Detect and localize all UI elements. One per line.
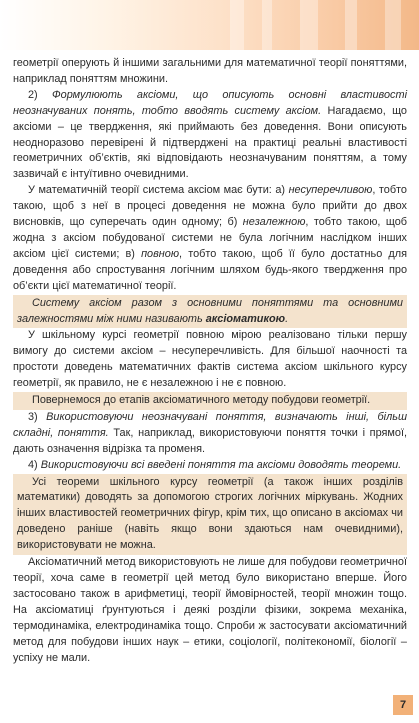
paragraph-step-3 xyxy=(13,410,407,458)
text-fragment: , тобто такою, щоб її було достатньо для доведення або спростування логічним шляхом будь-якого твердження про об’єкти цієї математичної теорії. xyxy=(13,247,407,292)
step-3-text: Так, наприклад, використовуючи поняття точки і прямої, дають означення відрізка та променя. xyxy=(13,426,407,455)
definition-end: . xyxy=(285,312,289,325)
header-decoration xyxy=(0,0,419,50)
step-2-text: Нагадаємо, що аксіоми – це твердження, які приймають без доведення. Вони описують неодноразово перевірені й підтверджені на практиці реальні властивості геометричних об’єктів, які відповідають неозначуваним поняттям, а тому зазвичай є інтуїтивно очевидними. xyxy=(13,104,407,181)
paragraph-axiom-requirements xyxy=(13,183,407,294)
step-2-title: Формулюють аксіоми, що описують основні властивості неозначуваних понять, тобто вводять систему аксіом. xyxy=(13,88,407,117)
term-consistent: несуперечливою xyxy=(288,184,373,197)
definition-term: аксіоматикою xyxy=(205,312,286,325)
text-fragment: , тобто такою, щоб з неї в процесі доведення не можна було прийти до двох висновків, що суперечать один одному; б) xyxy=(13,184,407,229)
definition-box xyxy=(13,295,407,329)
step-4-title: Використовуючи всі введені поняття та аксіоми доводять теореми. xyxy=(40,458,402,471)
step-number: 4) xyxy=(28,458,41,471)
paragraph-school-course: У шкільному курсі геометрії повною мірою реалізовано тільки першу вимогу до системи аксіом – несуперечливість. Для більшої наочності та простоти доведень математичних фактів система аксіом шкільного курсу геометрії, як правило, не є незалежною і не є повною. xyxy=(13,329,407,390)
page-number: 7 xyxy=(393,695,413,715)
step-number: 3) xyxy=(28,410,47,423)
paragraph-step-4 xyxy=(13,458,407,474)
page-body xyxy=(13,56,407,666)
text-fragment: , тобто такою, щоб жодна з аксіом побудованої системи не була логічним наслідком інших аксіом цієї системи; в) xyxy=(13,216,407,260)
paragraph-step-2 xyxy=(13,88,407,183)
paragraph-1: геометрії оперують й іншими загальними для математичної теорії поняттями, наприклад поняттям множини. xyxy=(13,57,407,85)
step-number: 2) xyxy=(28,88,52,101)
text-fragment: У математичній теорії система аксіом має бути: а) xyxy=(28,184,289,197)
paragraph-axiomatic-method: Аксіоматичний метод використовують не лише для побудови геометричної теорії, хоча саме в геометрії цей метод було використано вперше. Його застосовано також в арифметиці, теорії ймовірностей, теорії множин тощо. На аксіоматиці ґрунтуються і деякі розділи фізики, зокрема механіка, термодинаміка, електродинаміка тощо. Спроби ж застосувати аксіоматичний метод для побудови інших наук – етики, соціології, політекономії, біології – успіху не мали. xyxy=(13,556,407,664)
term-complete: повною xyxy=(141,247,180,260)
step-3-title: Використовуючи неозначувані поняття, визначають інші, більш складні, поняття. xyxy=(13,410,407,439)
definition-text: Систему аксіом разом з основними поняттями та основними залежностями між ними називають xyxy=(17,296,403,325)
term-independent: незалежною xyxy=(242,216,306,229)
paragraph-theorems-highlight: Усі теореми шкільного курсу геометрії (а також інших розділів математики) доводять за допомогою строгих логічних міркувань. Жодних інших властивостей геометричних фігур, крім тих, що описано в аксіомах чи доведено раніше (навіть якщо вони здаються нам очевидними), використовувати не можна. xyxy=(13,474,407,556)
paragraph-return-highlight: Повернемося до етапів аксіоматичного методу побудови геометрії. xyxy=(13,392,407,410)
